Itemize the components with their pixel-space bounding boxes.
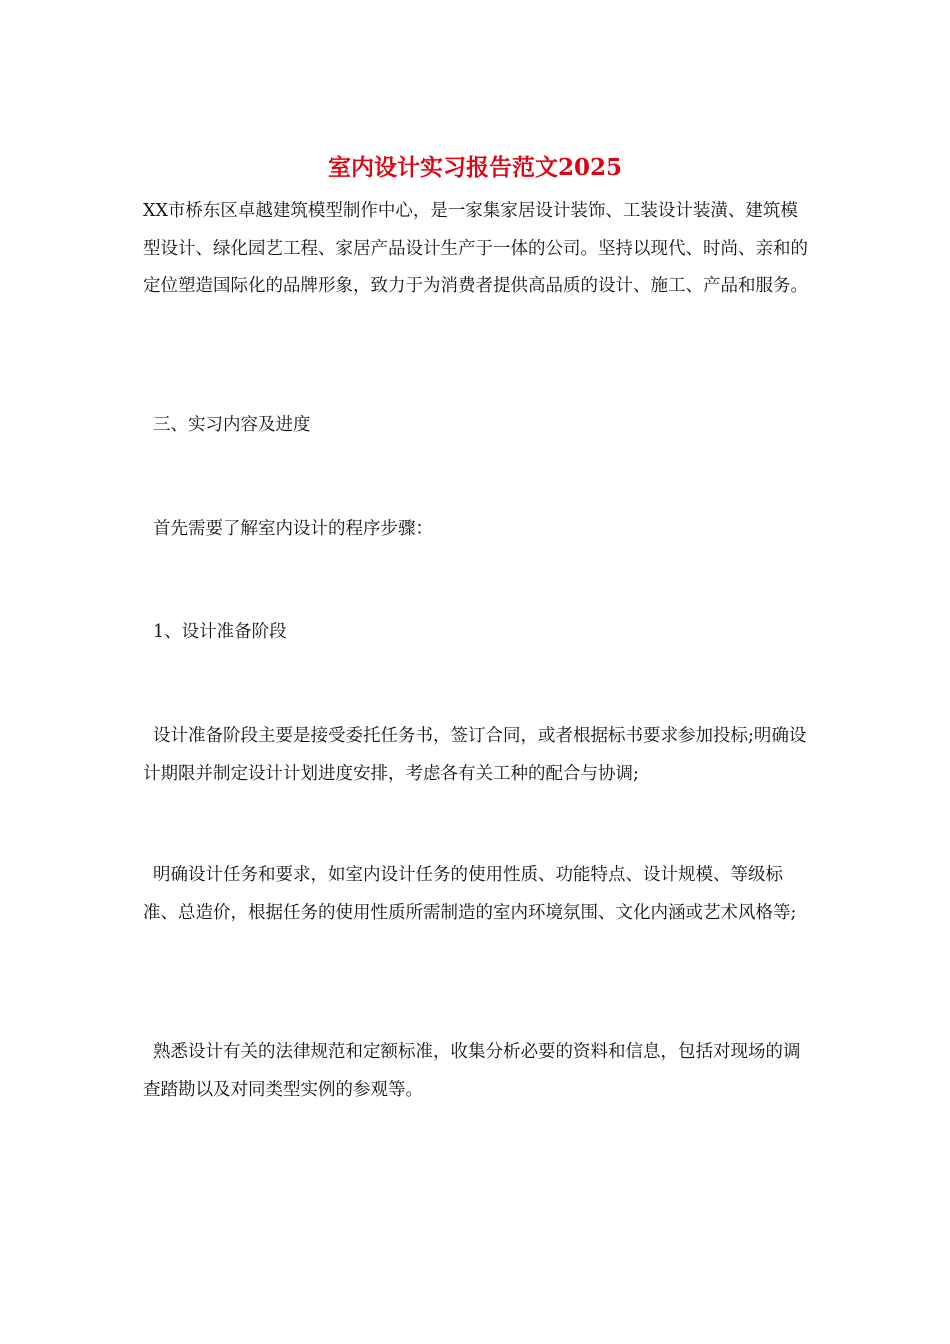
section-heading-internship-content: 三、实习内容及进度	[153, 415, 311, 435]
paragraph-preparation-stage: 设计准备阶段主要是接受委托任务书，签订合同，或者根据标书要求参加投标;明确设计期限并制定设计计划进度安排，考虑各有关工种的配合与协调;	[143, 726, 807, 784]
paragraph-design-requirements: 明确设计任务和要求，如室内设计任务的使用性质、功能特点、设计规模、等级标准、总造价，根据任务的使用性质所需制造的室内环境氛围、文化内涵或艺术风格等;	[143, 865, 797, 923]
paragraph-company-intro: XX市桥东区卓越建筑模型制作中心，是一家集家居设计装饰、工装设计装潢、建筑模型设计、绿化园艺工程、家居产品设计生产于一体的公司。坚持以现代、时尚、亲和的定位塑造国际化的品牌形象，致力于为消费者提供高品质的设计、施工、产品和服务。	[143, 201, 808, 296]
subheading-design-preparation: 1、设计准备阶段	[153, 622, 287, 642]
paragraph-program-steps: 首先需要了解室内设计的程序步骤：	[153, 519, 433, 539]
document-title: 室内设计实习报告范文2025	[327, 154, 622, 181]
paragraph-regulations: 熟悉设计有关的法律规范和定额标准，收集分析必要的资料和信息，包括对现场的调查踏勘以及对同类型实例的参观等。	[143, 1042, 801, 1100]
